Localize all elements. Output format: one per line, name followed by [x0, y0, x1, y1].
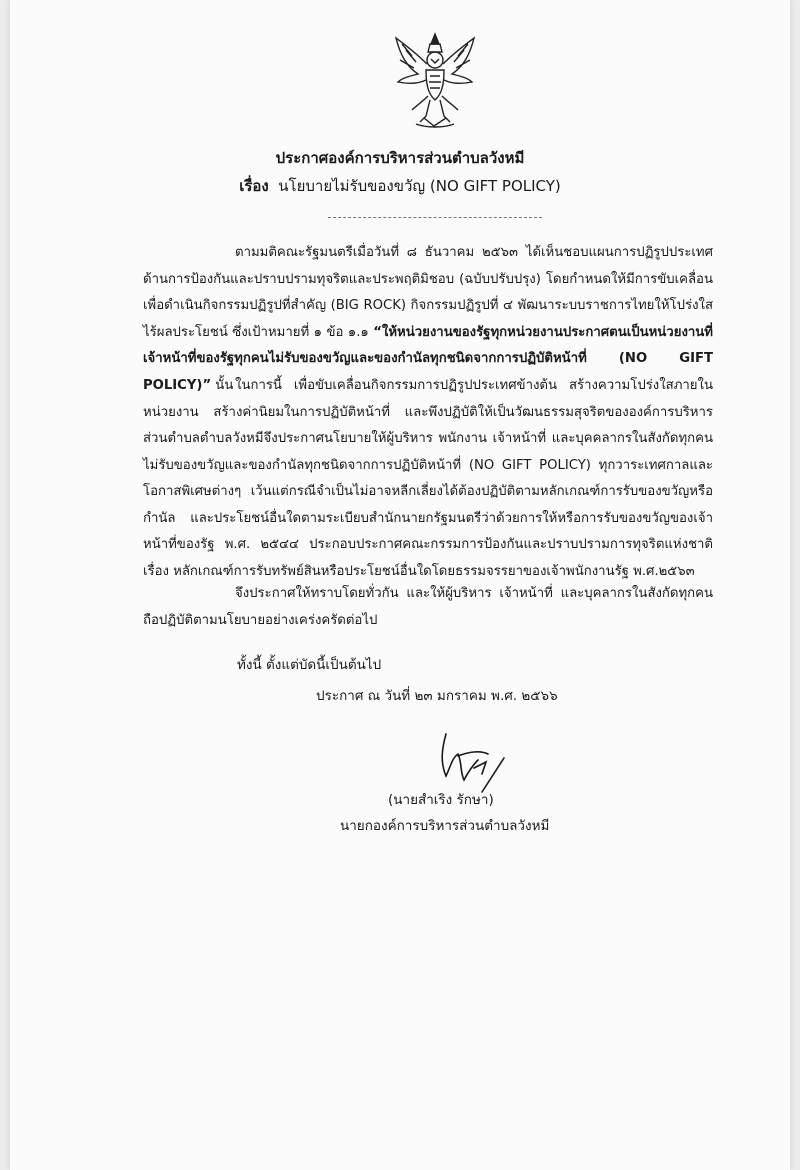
paragraph-2 [143, 373, 713, 585]
signer-position: นายกองค์การบริหารส่วนตำบลวังหมี [340, 818, 550, 834]
paragraph-1-quote: “ให้หน่วยงานของรัฐทุกหน่วยงานประกาศตนเป็นหน่วยงานที่เจ้าหน้าที่ของรัฐทุกคนไม่รับของขวัญและของกำนัลทุกชนิดจากการปฏิบัติหน้าที่ (NO GIFT POLICY)” [143, 324, 713, 393]
garuda-emblem-icon [390, 30, 480, 130]
signer-name: (นายสำเริง รักษา) [388, 792, 494, 808]
org-title: ประกาศองค์การบริหารส่วนตำบลวังหมี [275, 149, 525, 167]
paragraph-3 [143, 581, 713, 634]
announcement-date: ประกาศ ณ วันที่ ๒๓ มกราคม พ.ศ. ๒๕๖๖ [316, 688, 558, 704]
title-divider [328, 217, 542, 218]
subject-label: เรื่อง [239, 177, 269, 195]
paragraph-1-tail: นั้น [211, 377, 234, 393]
paragraph-1-text: ตามมติคณะรัฐมนตรีเมื่อวันที่ ๘ ธันวาคม ๒๕๖๓ ได้เห็นชอบแผนการปฏิรูปประเทศด้านการป้องกันและปราบปรามทุจริตและประพฤติมิชอบ (ฉบับปรับปรุง) โดยกำหนดให้มีการขับเคลื่อนเพื่อดำเนินกิจกรรมปฏิรูปที่สำคัญ (BIG ROCK) กิจกรรมปฏิรูปที่ ๔ พัฒนาระบบราชการไทยให้โปร่งใสไร้ผลประโยชน์ ซึ่งเป้าหมายที่ ๑ ข้อ ๑.๑ [143, 245, 713, 340]
subject-text: นโยบายไม่รับของขวัญ (NO GIFT POLICY) [278, 177, 561, 195]
paragraph-3-text: จึงประกาศให้ทราบโดยทั่วกัน และให้ผู้บริหาร เจ้าหน้าที่ และบุคลากรในสังกัดทุกคนถือปฏิบัติตามนโยบายอย่างเคร่งครัดต่อไป [143, 586, 713, 628]
subject-line [10, 174, 790, 198]
document-page [10, 0, 790, 1170]
paragraph-2-text: ในการนี้ เพื่อขับเคลื่อนกิจกรรมการปฏิรูปประเทศข้างต้น สร้างความโปร่งใสภายในหน่วยงาน สร้างค่านิยมในการปฏิบัติหน้าที่ และพึงปฏิบัติให้เป็นวัฒนธรรมสุจริตขององค์การบริหารส่วนตำบลตำบลวังหมีจึงประกาศนโยบายให้ผู้บริหาร พนักงาน เจ้าหน้าที่ และบุคคลากรในสังกัดทุกคนไม่รับของขวัญและของกำนัลทุกชนิดจากการปฏิบัติหน้าที่ (NO GIFT POLICY) ทุกวาระเทศกาลและโอกาสพิเศษต่างๆ เว้นแต่กรณีจำเป็นไม่อาจหลีกเลี่ยงได้ต้องปฏิบัติตามหลักเกณฑ์การรับของขวัญหรือกำนัล และประโยชน์อื่นใดตามระเบียบสำนักนายกรัฐมนตรีว่าด้วยการให้หรือการรับของขวัญของเจ้าหน้าที่ของรัฐ พ.ศ. ๒๕๔๔ ประกอบประกาศคณะกรรมการป้องกันและปราบปรามการทุจริตแห่งชาติ เรื่อง หลักเกณฑ์การรับทรัพย์สินหรือประโยชน์อื่นใดโดยธรรมจรรยาของเจ้าพนักงานรัฐ พ.ศ.๒๕๖๓ [143, 378, 713, 579]
effective-line: ทั้งนี้ ตั้งแต่บัดนี้เป็นต้นไป [237, 657, 382, 673]
